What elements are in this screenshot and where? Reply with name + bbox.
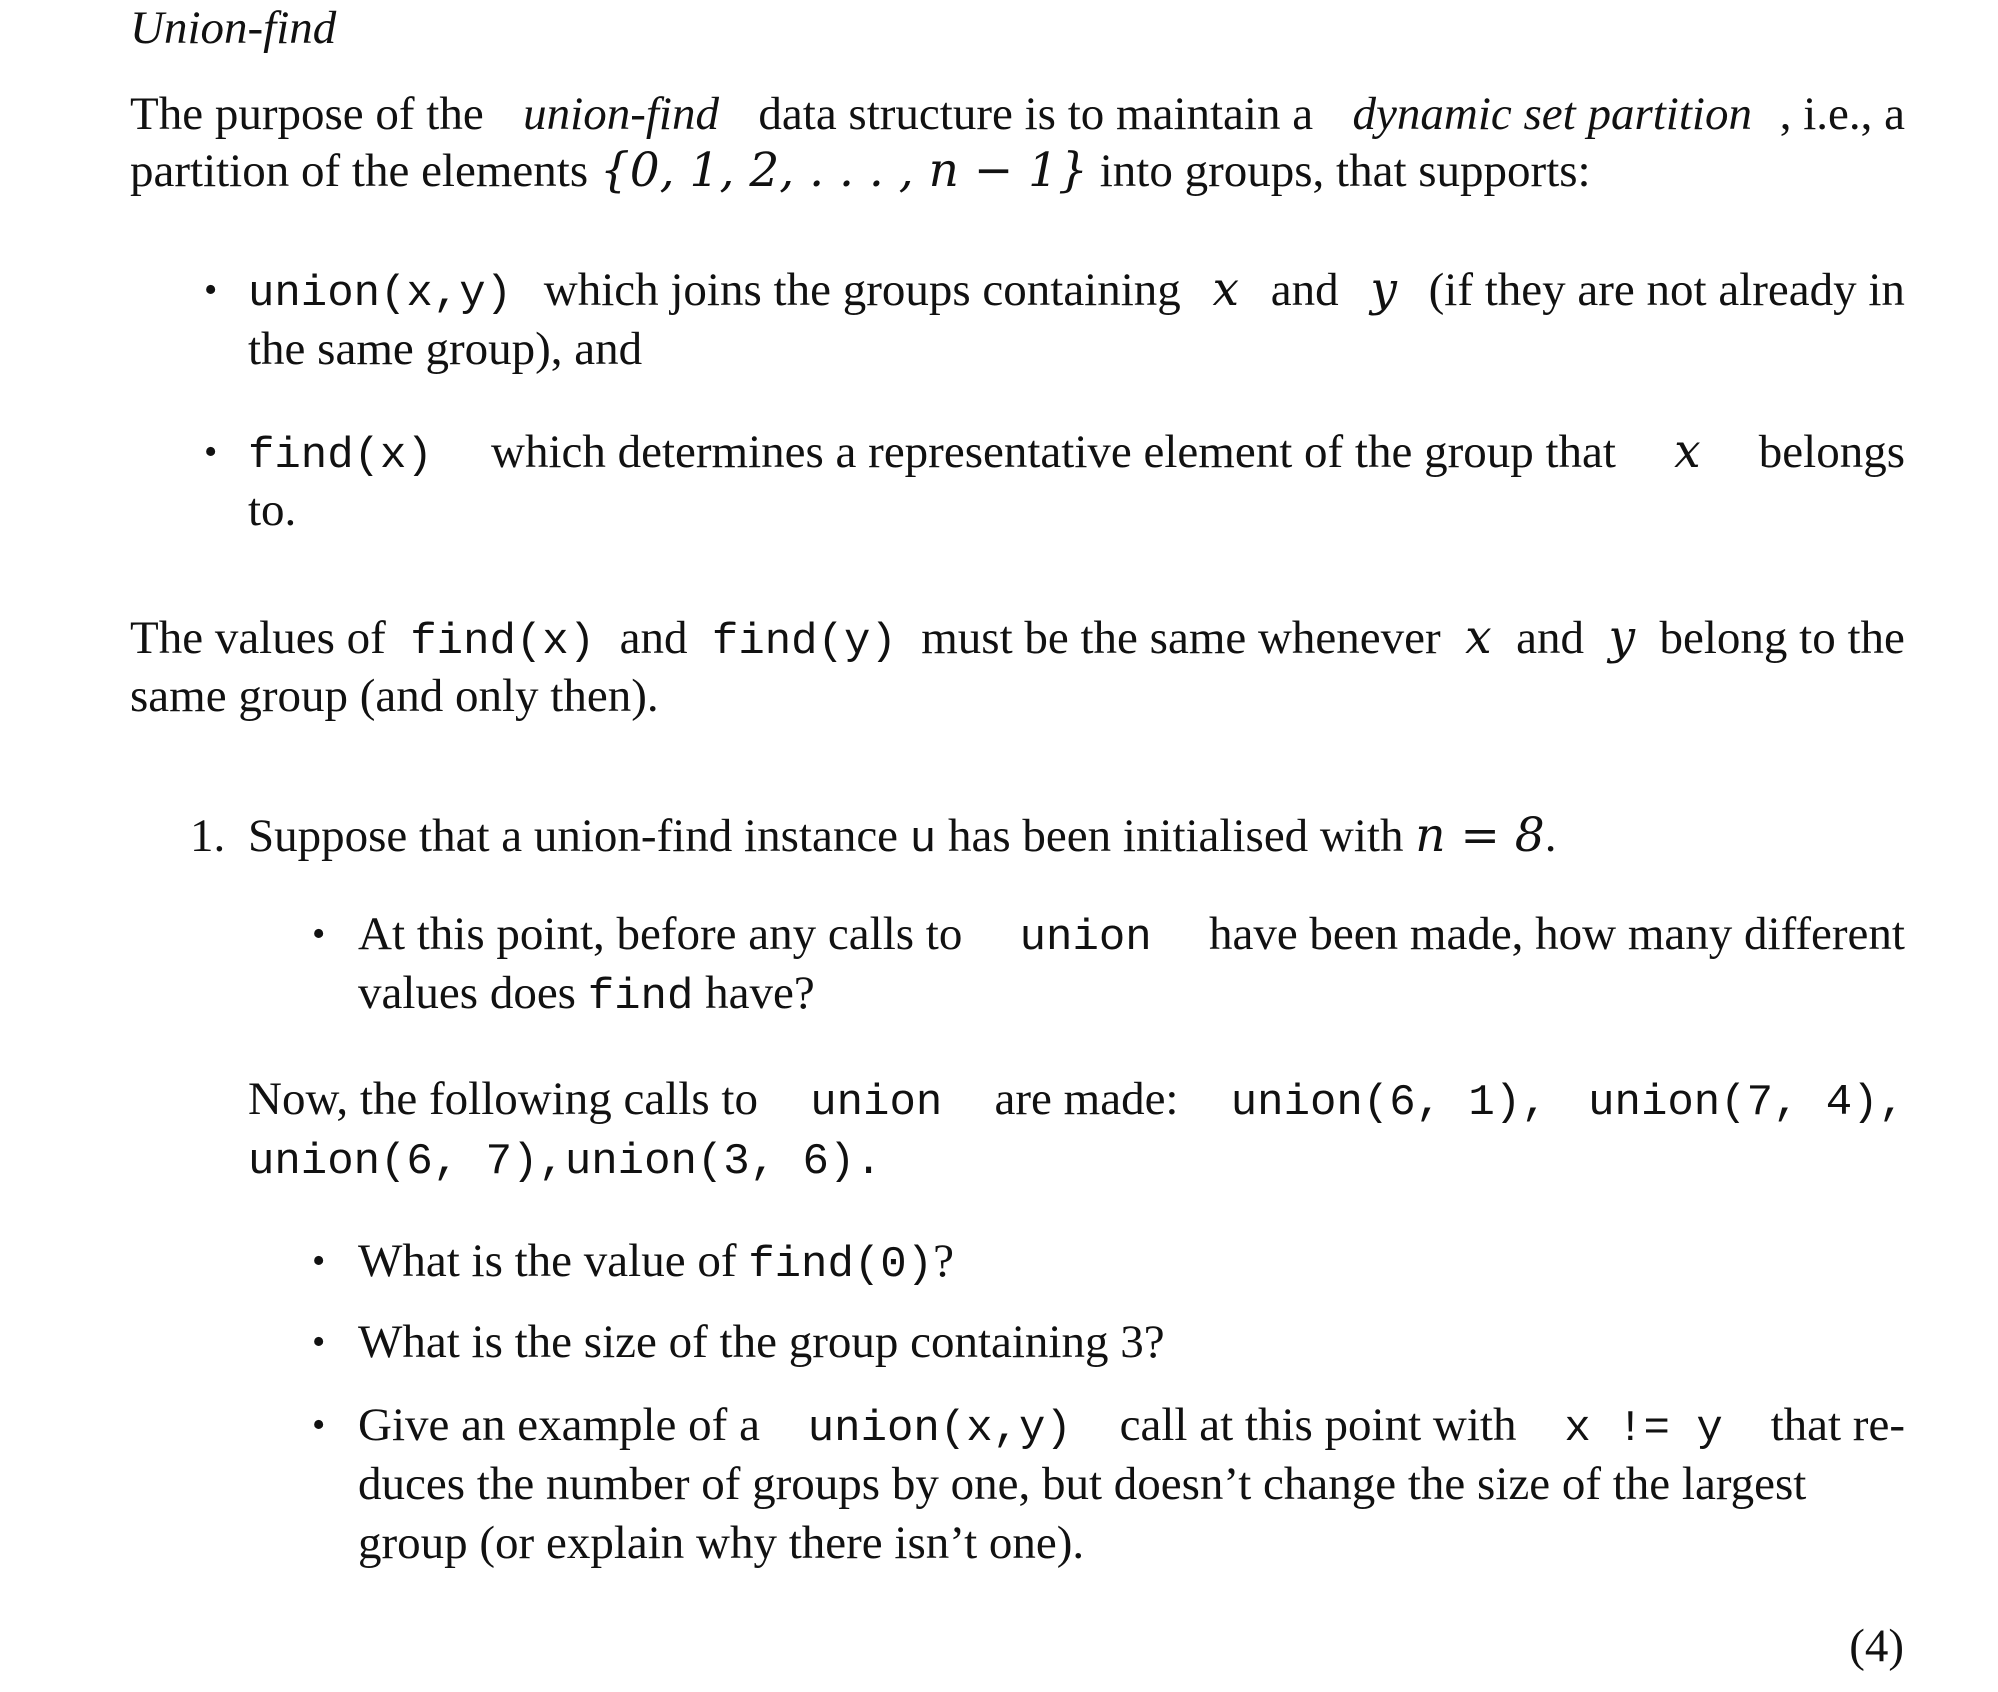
sub-size-line: What is the size of the group containing 3? (358, 1316, 1165, 1368)
code-find: find(x) (248, 431, 433, 481)
sub-text: that re- (1758, 1399, 1905, 1451)
values-line-1 (130, 610, 1905, 670)
code-call-union-7-4: union(7, 4), (1588, 1078, 1905, 1128)
var-x: x (1212, 262, 1240, 317)
question-number: 1. (190, 810, 226, 862)
values-text: belong to the (1647, 612, 1905, 664)
intro-text: The purpose of the (130, 88, 496, 140)
sub-find0-line (358, 1233, 954, 1293)
values-text: and (607, 612, 700, 664)
code-u: u (909, 815, 937, 865)
question-1-stem (248, 808, 1556, 868)
sub-example-line-1 (358, 1397, 1905, 1457)
sub-example-line-2 (358, 1456, 1905, 1512)
sub-example-line-3: group (or explain why there isn’t one). (358, 1517, 1085, 1569)
sub1-text: have been made, how many different (1197, 908, 1905, 960)
intro-text: data structure is to maintain a (746, 88, 1325, 140)
question-text: Suppose that a union-find instance (248, 810, 910, 862)
intro-line-2 (130, 143, 1591, 199)
intro-text: , i.e., a (1779, 88, 1905, 140)
values-line-2: same group (and only then). (130, 670, 659, 722)
code-call-union-6-1: union(6, 1), (1230, 1078, 1548, 1128)
op-find-line-2: to. (248, 484, 297, 536)
question-text: . (1544, 810, 1557, 862)
values-text: The values of (130, 612, 398, 664)
bullet-icon: • (204, 431, 218, 473)
intro-line-1 (130, 86, 1905, 142)
code-find: find (587, 972, 694, 1022)
op-union-line-1 (248, 262, 1905, 322)
bullet-icon: • (312, 1240, 326, 1282)
code-call-union-6-7: union(6, 7), (248, 1137, 565, 1187)
code-find-y: find(y) (711, 617, 897, 667)
intro-text: into groups, that supports: (1087, 145, 1591, 197)
var-y: y (1370, 262, 1397, 317)
calls-text: Now, the following calls to (248, 1073, 770, 1125)
op-find-line-1 (248, 424, 1905, 484)
op-text: belongs (1747, 426, 1905, 478)
intro-term-dynamic-set-partition: dynamic set partition (1352, 88, 1752, 140)
calls-end: . (855, 1137, 882, 1187)
op-text: which determines a representative element of the group that (479, 426, 1628, 478)
values-text: must be the same whenever (909, 612, 1453, 664)
n-equals-8-math: n = 8 (1415, 808, 1545, 863)
sub1-text: values does (358, 967, 588, 1019)
sub1-line-1 (358, 906, 1905, 966)
op-text: (if they are not already in (1416, 264, 1905, 316)
bullet-icon: • (312, 1321, 326, 1363)
section-title: Union-find (130, 2, 337, 54)
code-find-0: find(0) (748, 1240, 934, 1290)
bullet-icon: • (204, 269, 218, 311)
marks-label: (4) (1849, 1620, 1904, 1672)
sub1-text: At this point, before any calls to (358, 908, 975, 960)
bullet-icon: • (312, 913, 326, 955)
code-find-x: find(x) (410, 617, 596, 667)
op-text: which joins the groups containing (532, 264, 1193, 316)
sub-text: call at this point with (1107, 1399, 1529, 1451)
code-union: union (1019, 913, 1152, 963)
code-x-not-equal-y: x != y (1564, 1404, 1723, 1454)
code-union: union (810, 1078, 943, 1128)
code-union-xy: union(x,y) (807, 1404, 1072, 1454)
code-union: union(x,y) (248, 269, 513, 319)
sub1-text: have? (693, 967, 815, 1019)
intro-term-union-find: union-find (523, 88, 719, 140)
calls-text: are made: (982, 1073, 1191, 1125)
sub1-line-2 (358, 965, 815, 1025)
intro-text: partition of the elements (130, 145, 600, 197)
question-text: has been initialised with (936, 810, 1416, 862)
calls-line-2 (248, 1130, 882, 1190)
var-y: y (1608, 610, 1636, 665)
op-text: and (1259, 264, 1351, 316)
calls-line-1 (248, 1071, 1905, 1131)
op-union-line-2: the same group), and (248, 323, 643, 375)
element-set-math: {0, 1, 2, . . . , n − 1} (599, 143, 1088, 198)
sub-text: What is the value of (358, 1235, 749, 1287)
var-x: x (1465, 610, 1492, 665)
var-x: x (1674, 424, 1701, 479)
code-call-union-3-6: union(3, 6) (564, 1137, 856, 1187)
values-text: and (1504, 612, 1596, 664)
sub-text: Give an example of a (358, 1399, 772, 1451)
sub-text: ? (933, 1235, 954, 1287)
bullet-icon: • (312, 1404, 326, 1446)
sub-text: duces the number of groups by one, but doesn’t change the size of the largest (358, 1458, 1807, 1510)
